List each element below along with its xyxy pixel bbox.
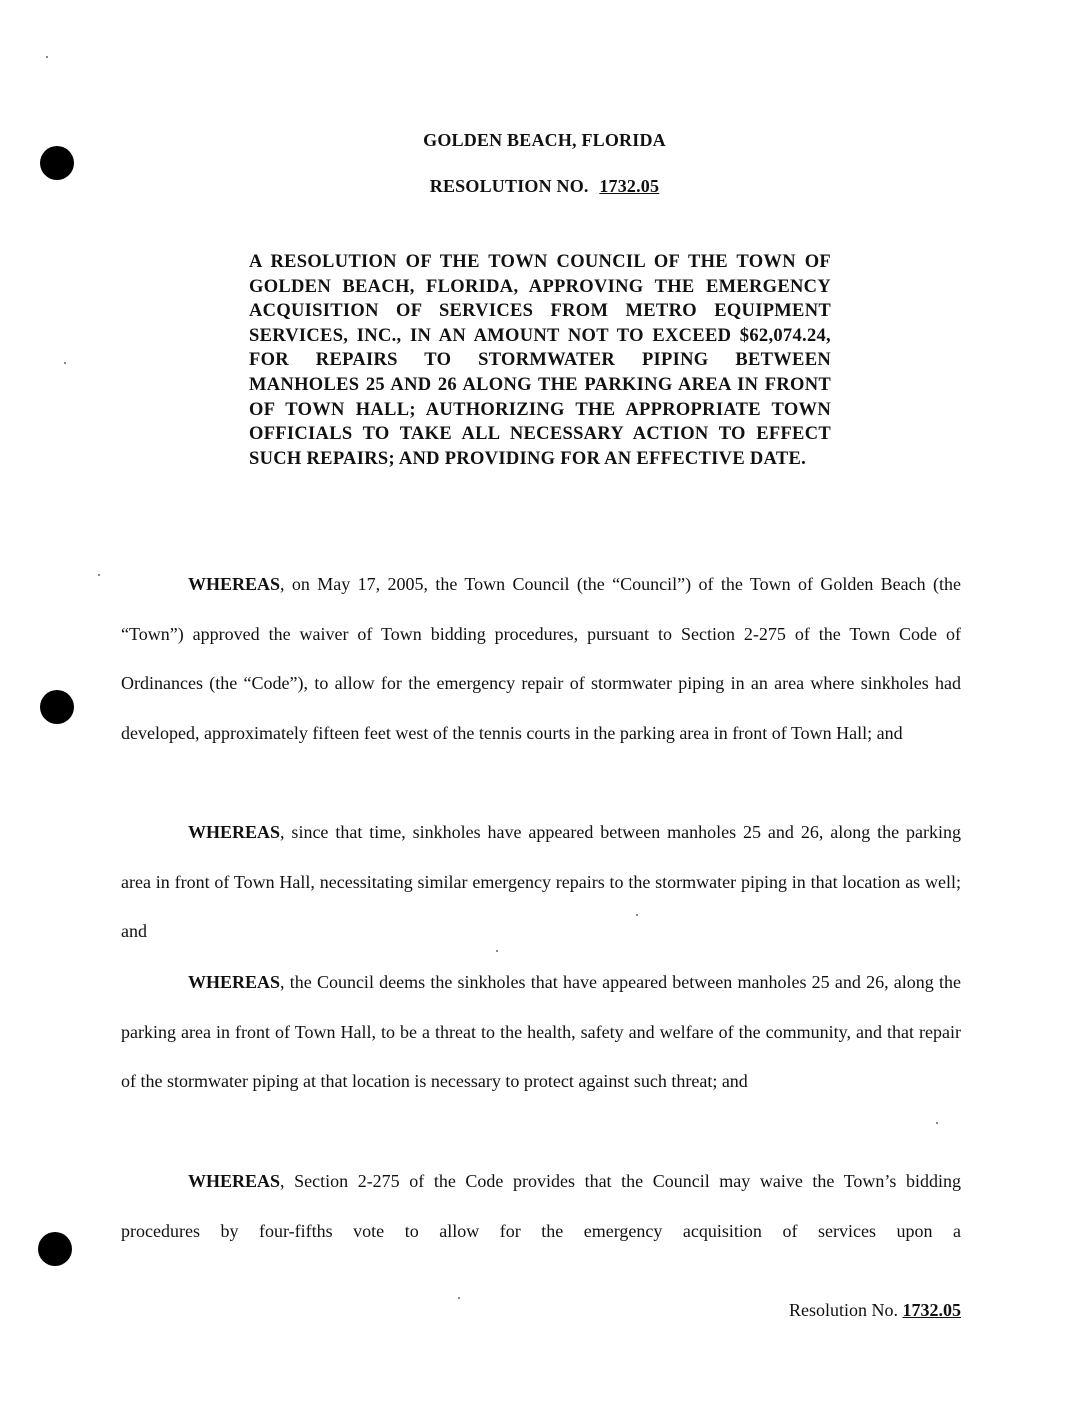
- scan-speck: [98, 574, 100, 576]
- whereas-lead: WHEREAS: [188, 822, 281, 842]
- scan-speck: [458, 1297, 460, 1299]
- document-body: [121, 1157, 961, 1256]
- hole-punch-mark: [38, 1232, 72, 1266]
- paragraph-text: , on May 17, 2005, the Town Council (the “Council”) of the Town of Golden Beach (the “Town”) approved the waiver of Town bidding procedures, pursuant to Section 2-275 of the Town Code of Ordinances (the “Code”), to allow for the emergency repair of stormwater piping in an area where sinkholes had developed, approximately fifteen feet west of the tennis courts in the parking area in front of Town Hall; and: [121, 574, 961, 743]
- paragraph-text: , since that time, sinkholes have appeared between manholes 25 and 26, along the parking area in front of Town Hall, necessitating similar emergency repairs to the stormwater piping in that location as well; and: [121, 822, 961, 942]
- whereas-paragraph: [121, 808, 961, 957]
- whereas-paragraph: [121, 958, 961, 1107]
- resolution-heading: [0, 176, 1089, 197]
- whereas-lead: WHEREAS: [188, 1171, 281, 1191]
- resolution-number: 1732.05: [599, 176, 660, 196]
- resolution-label: RESOLUTION NO.: [429, 176, 589, 196]
- document-body: [121, 560, 961, 758]
- document-body: [121, 958, 961, 1107]
- scan-speck: [64, 362, 66, 364]
- municipality-heading: GOLDEN BEACH, FLORIDA: [423, 130, 666, 150]
- paragraph-text: , the Council deems the sinkholes that have appeared between manholes 25 and 26, along the parking area in front of Town Hall, to be a threat to the health, safety and welfare of the community, and that repair of the stormwater piping at that location is necessary to protect against such threat; and: [121, 972, 961, 1092]
- footer-label: Resolution No.: [788, 1300, 898, 1320]
- whereas-lead: WHEREAS: [188, 574, 281, 594]
- whereas-paragraph: [121, 560, 961, 758]
- whereas-paragraph: [121, 1157, 961, 1256]
- paragraph-text: , Section 2-275 of the Code provides that the Council may waive the Town’s bidding procedures by four-fifths vote to allow for the emergency acquisition of services upon a: [121, 1171, 961, 1241]
- scan-speck: [46, 56, 48, 58]
- hole-punch-mark: [40, 146, 74, 180]
- scan-speck: [936, 1122, 938, 1124]
- whereas-lead: WHEREAS: [188, 972, 281, 992]
- resolution-caption: A RESOLUTION OF THE TOWN COUNCIL OF THE TOWN OF GOLDEN BEACH, FLORIDA, APPROVING THE EMERGENCY ACQUISITION OF SERVICES FROM METRO EQUIPMENT SERVICES, INC., IN AN AMOUNT NOT TO EXCEED $62,074.24, FOR REPAIRS TO STORMWATER PIPING BETWEEN MANHOLES 25 AND 26 ALONG THE PARKING AREA IN FRONT OF TOWN HALL; AUTHORIZING THE APPROPRIATE TOWN OFFICIALS TO TAKE ALL NECESSARY ACTION TO EFFECT SUCH REPAIRS; AND PROVIDING FOR AN EFFECTIVE DATE.: [249, 252, 831, 469]
- document-body: [121, 808, 961, 957]
- page-footer: [789, 1300, 961, 1321]
- footer-resolution-number: 1732.05: [902, 1300, 961, 1320]
- hole-punch-mark: [40, 690, 74, 724]
